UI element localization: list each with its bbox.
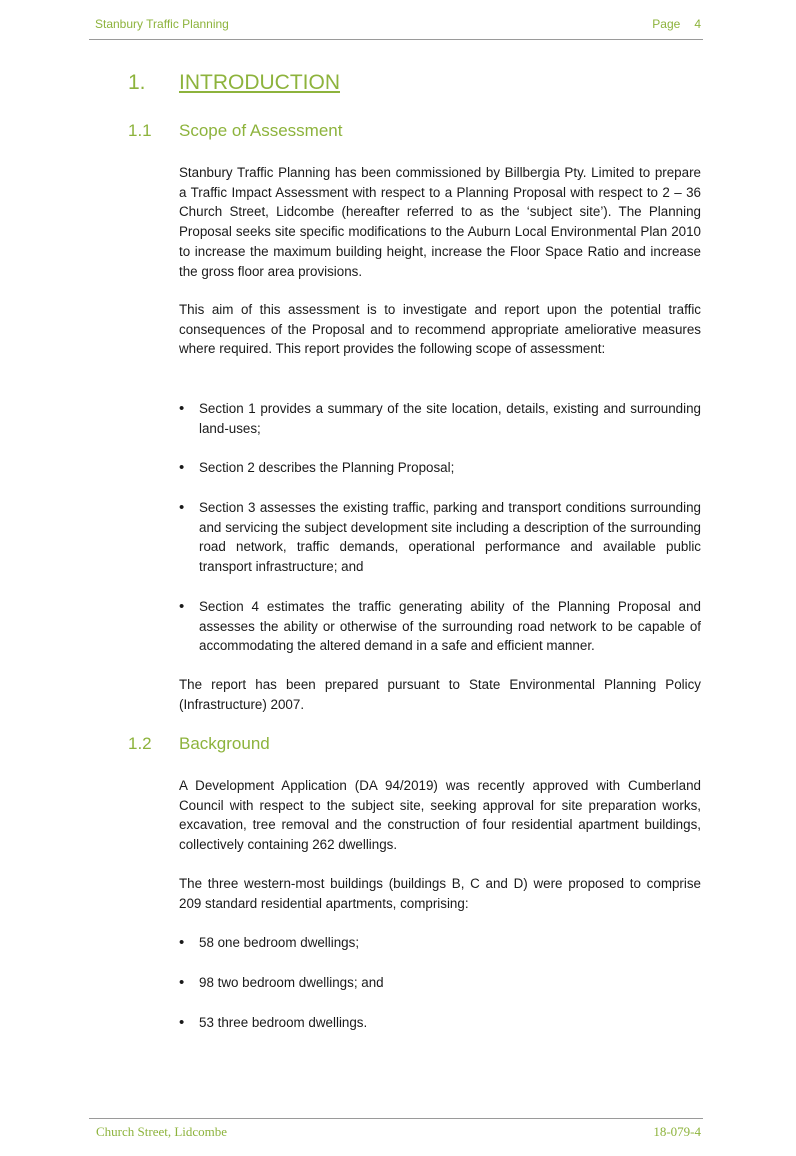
list-item-text: Section 1 provides a summary of the site location, details, existing and surrounding land-uses; [199,401,701,436]
list-item-text: Section 2 describes the Planning Proposal; [199,460,455,475]
paragraph-background-1: A Development Application (DA 94/2019) was recently approved with Cumberland Council with respect to the subject site, seeking approval for site preparation works, excavation, tree removal and the construction of four residential apartment buildings, collectively containing 262 dwellings. [179,778,701,853]
footer-location: Church Street, Lidcombe [96,1124,228,1139]
page-header [89,14,703,40]
list-item-text: 58 one bedroom dwellings; [199,935,360,950]
bullet-icon: • [179,459,185,476]
list-item-text: Section 3 assesses the existing traffic, parking and transport conditions surrounding and servicing the subject development site including a description of the surrounding road network, traffic demands, operational performance and available public transport infrastructure; and [199,500,701,575]
footer-reference: 18-079-4 [653,1124,701,1139]
page-number: 4 [694,17,701,31]
subsection-title: Scope of Assessment [179,121,343,140]
list-item [179,973,701,993]
list-item-text: 53 three bedroom dwellings. [199,1015,368,1030]
list-item-text: 98 two bedroom dwellings; and [199,975,384,990]
page-label: Page [652,17,681,31]
list-item [179,498,701,577]
list-item [179,399,701,438]
subsection-number: 1.2 [128,734,152,753]
paragraph-scope-2: This aim of this assessment is to investigate and report upon the potential traffic consequences of the Proposal and to recommend appropriate ameliorative measures where required. This report provides the following scope of assessment: [179,302,701,357]
bullet-icon: • [179,934,185,951]
paragraph-scope-1: Stanbury Traffic Planning has been commissioned by Billbergia Pty. Limited to prepare a Traffic Impact Assessment with respect to a Planning Proposal with respect to 2 – 36 Church Street, Lidcombe (hereafter referred to as the ‘subject site’). The Planning Proposal seeks site specific modifications to the Auburn Local Environmental Plan 2010 to increase the maximum building height, increase the Floor Space Ratio and increase the gross floor area provisions. [179,165,701,279]
section-number: 1. [128,71,146,94]
list-item [179,933,701,953]
list-item [179,597,701,656]
list-item [179,458,701,478]
bullet-icon: • [179,974,185,991]
header-title: Stanbury Traffic Planning [95,17,229,31]
subsection-title: Background [179,734,270,753]
bullet-icon: • [179,598,185,615]
paragraph-background-2: The three western-most buildings (buildings B, C and D) were proposed to comprise 209 standard residential apartments, comprising: [179,876,701,911]
list-item-text: Section 4 estimates the traffic generating ability of the Planning Proposal and assesses the ability or otherwise of the surrounding road network to be capable of accommodating the altered demand in a safe and efficient manner. [199,599,701,654]
bullet-icon: • [179,1014,185,1031]
list-item [179,1013,701,1033]
paragraph-scope-3: The report has been prepared pursuant to State Environmental Planning Policy (Infrastructure) 2007. [179,677,701,712]
bullet-icon: • [179,499,185,516]
page-footer [89,1118,703,1143]
subsection-number: 1.1 [128,121,152,140]
section-title: INTRODUCTION [179,71,340,94]
header-page [652,17,701,31]
bullet-icon: • [179,400,185,417]
